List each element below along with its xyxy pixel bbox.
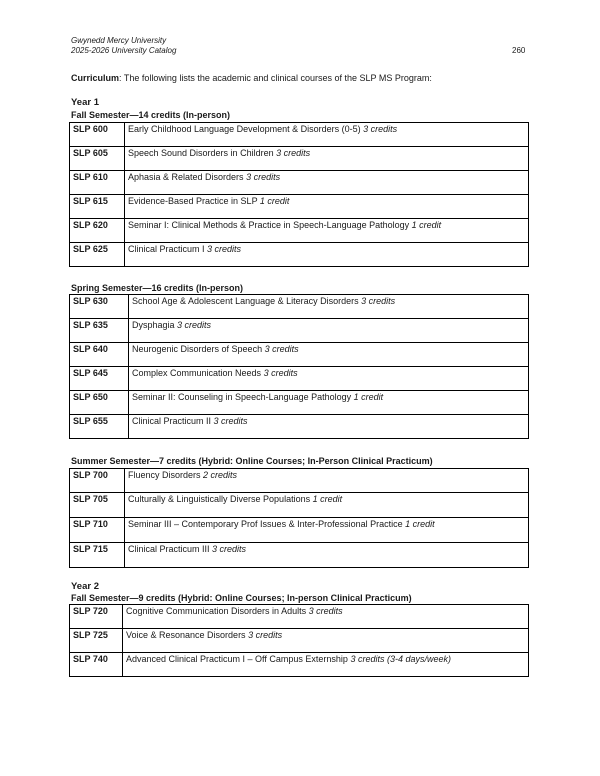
table-row: [70, 543, 529, 568]
course-code: SLP 715: [70, 543, 125, 568]
course-title: Seminar III – Contemporary Prof Issues & Inter-Professional Practice 1 credit: [125, 518, 529, 543]
course-credits: 1 credit: [353, 392, 384, 402]
course-title: Dysphagia 3 credits: [129, 319, 529, 343]
course-credits: 3 credits: [264, 344, 299, 354]
course-title: Cognitive Communication Disorders in Adults 3 credits: [123, 605, 529, 629]
course-code: SLP 710: [70, 518, 125, 543]
table-row: [70, 147, 529, 171]
course-credits: 3 credits: [248, 630, 283, 640]
table-row: [70, 415, 529, 439]
fall-semester-heading: Fall Semester—14 credits (In-person): [71, 110, 231, 120]
course-code: SLP 625: [70, 243, 125, 267]
course-credits: 1 credit: [405, 519, 435, 529]
table-row: [70, 653, 529, 677]
course-code: SLP 635: [70, 319, 129, 343]
course-title: Voice & Resonance Disorders 3 credits: [123, 629, 529, 653]
course-code: SLP 615: [70, 195, 125, 219]
spring-semester-heading: Spring Semester—16 credits (In-person): [71, 283, 244, 293]
table-row: [70, 391, 529, 415]
table-row: [70, 195, 529, 219]
page-number: 260: [512, 46, 526, 55]
course-title: Culturally & Linguistically Diverse Populations 1 credit: [125, 493, 529, 518]
course-code: SLP 655: [70, 415, 129, 439]
year-2-fall-semester-table: [69, 604, 529, 677]
course-credits: 1 credit: [259, 196, 290, 206]
course-code: SLP 740: [70, 653, 123, 677]
curriculum-label: Curriculum: [71, 73, 120, 83]
course-credits: 3 credits (3-4 days/week): [350, 654, 451, 664]
course-title: Advanced Clinical Practicum I – Off Campus Externship 3 credits (3-4 days/week): [123, 653, 529, 677]
table-row: [70, 319, 529, 343]
table-row: [70, 629, 529, 653]
course-credits: 2 credits: [203, 470, 238, 480]
course-code: SLP 645: [70, 367, 129, 391]
table-row: [70, 171, 529, 195]
year-1-heading: Year 1: [71, 97, 99, 108]
table-row: [70, 343, 529, 367]
course-code: SLP 725: [70, 629, 123, 653]
table-row: [70, 469, 529, 493]
spring-semester-table: [69, 294, 529, 439]
table-row: [70, 493, 529, 518]
catalog-title: 2025-2026 University Catalog: [71, 46, 177, 55]
course-code: SLP 640: [70, 343, 129, 367]
curriculum-intro: [71, 73, 432, 83]
course-title: Clinical Practicum II 3 credits: [129, 415, 529, 439]
institution-name: Gwynedd Mercy University: [71, 36, 167, 45]
course-code: SLP 600: [70, 123, 125, 147]
course-credits: 3 credits: [213, 416, 248, 426]
course-title: Speech Sound Disorders in Children 3 credits: [125, 147, 529, 171]
course-credits: 3 credits: [207, 244, 242, 254]
course-code: SLP 720: [70, 605, 123, 629]
course-code: SLP 650: [70, 391, 129, 415]
course-title: Clinical Practicum III 3 credits: [125, 543, 529, 568]
course-credits: 3 credits: [308, 606, 343, 616]
course-code: SLP 620: [70, 219, 125, 243]
course-title: Aphasia & Related Disorders 3 credits: [125, 171, 529, 195]
course-title: Clinical Practicum I 3 credits: [125, 243, 529, 267]
table-row: [70, 219, 529, 243]
table-row: [70, 123, 529, 147]
course-credits: 3 credits: [246, 172, 281, 182]
course-title: Evidence-Based Practice in SLP 1 credit: [125, 195, 529, 219]
course-credits: 1 credit: [312, 494, 343, 504]
course-code: SLP 630: [70, 295, 129, 319]
fall-semester-table: [69, 122, 529, 267]
year-2-fall-semester-heading: Fall Semester—9 credits (Hybrid: Online Courses; In-person Clinical Practicum): [71, 593, 412, 603]
table-row: [70, 367, 529, 391]
course-title: Complex Communication Needs 3 credits: [129, 367, 529, 391]
course-credits: 1 credit: [411, 220, 442, 230]
course-title: Neurogenic Disorders of Speech 3 credits: [129, 343, 529, 367]
course-code: SLP 605: [70, 147, 125, 171]
course-credits: 3 credits: [276, 148, 311, 158]
course-code: SLP 610: [70, 171, 125, 195]
table-row: [70, 295, 529, 319]
course-title: School Age & Adolescent Language & Literacy Disorders 3 credits: [129, 295, 529, 319]
summer-semester-table: [69, 468, 529, 568]
course-title: Fluency Disorders 2 credits: [125, 469, 529, 493]
course-title: Seminar I: Clinical Methods & Practice in Speech-Language Pathology 1 credit: [125, 219, 529, 243]
course-credits: 3 credits: [177, 320, 212, 330]
course-credits: 3 credits: [363, 124, 398, 134]
course-code: SLP 705: [70, 493, 125, 518]
table-row: [70, 605, 529, 629]
summer-semester-heading: Summer Semester—7 credits (Hybrid: Online Courses; In-Person Clinical Practicum): [71, 456, 433, 466]
course-title: Seminar II: Counseling in Speech-Language Pathology 1 credit: [129, 391, 529, 415]
course-credits: 3 credits: [212, 544, 247, 554]
curriculum-intro-text: : The following lists the academic and clinical courses of the SLP MS Program:: [119, 73, 432, 83]
year-2-heading: Year 2: [71, 581, 99, 592]
table-row: [70, 518, 529, 543]
course-credits: 3 credits: [263, 368, 298, 378]
table-row: [70, 243, 529, 267]
course-title: Early Childhood Language Development & Disorders (0-5) 3 credits: [125, 123, 529, 147]
course-credits: 3 credits: [361, 296, 396, 306]
course-code: SLP 700: [70, 469, 125, 493]
